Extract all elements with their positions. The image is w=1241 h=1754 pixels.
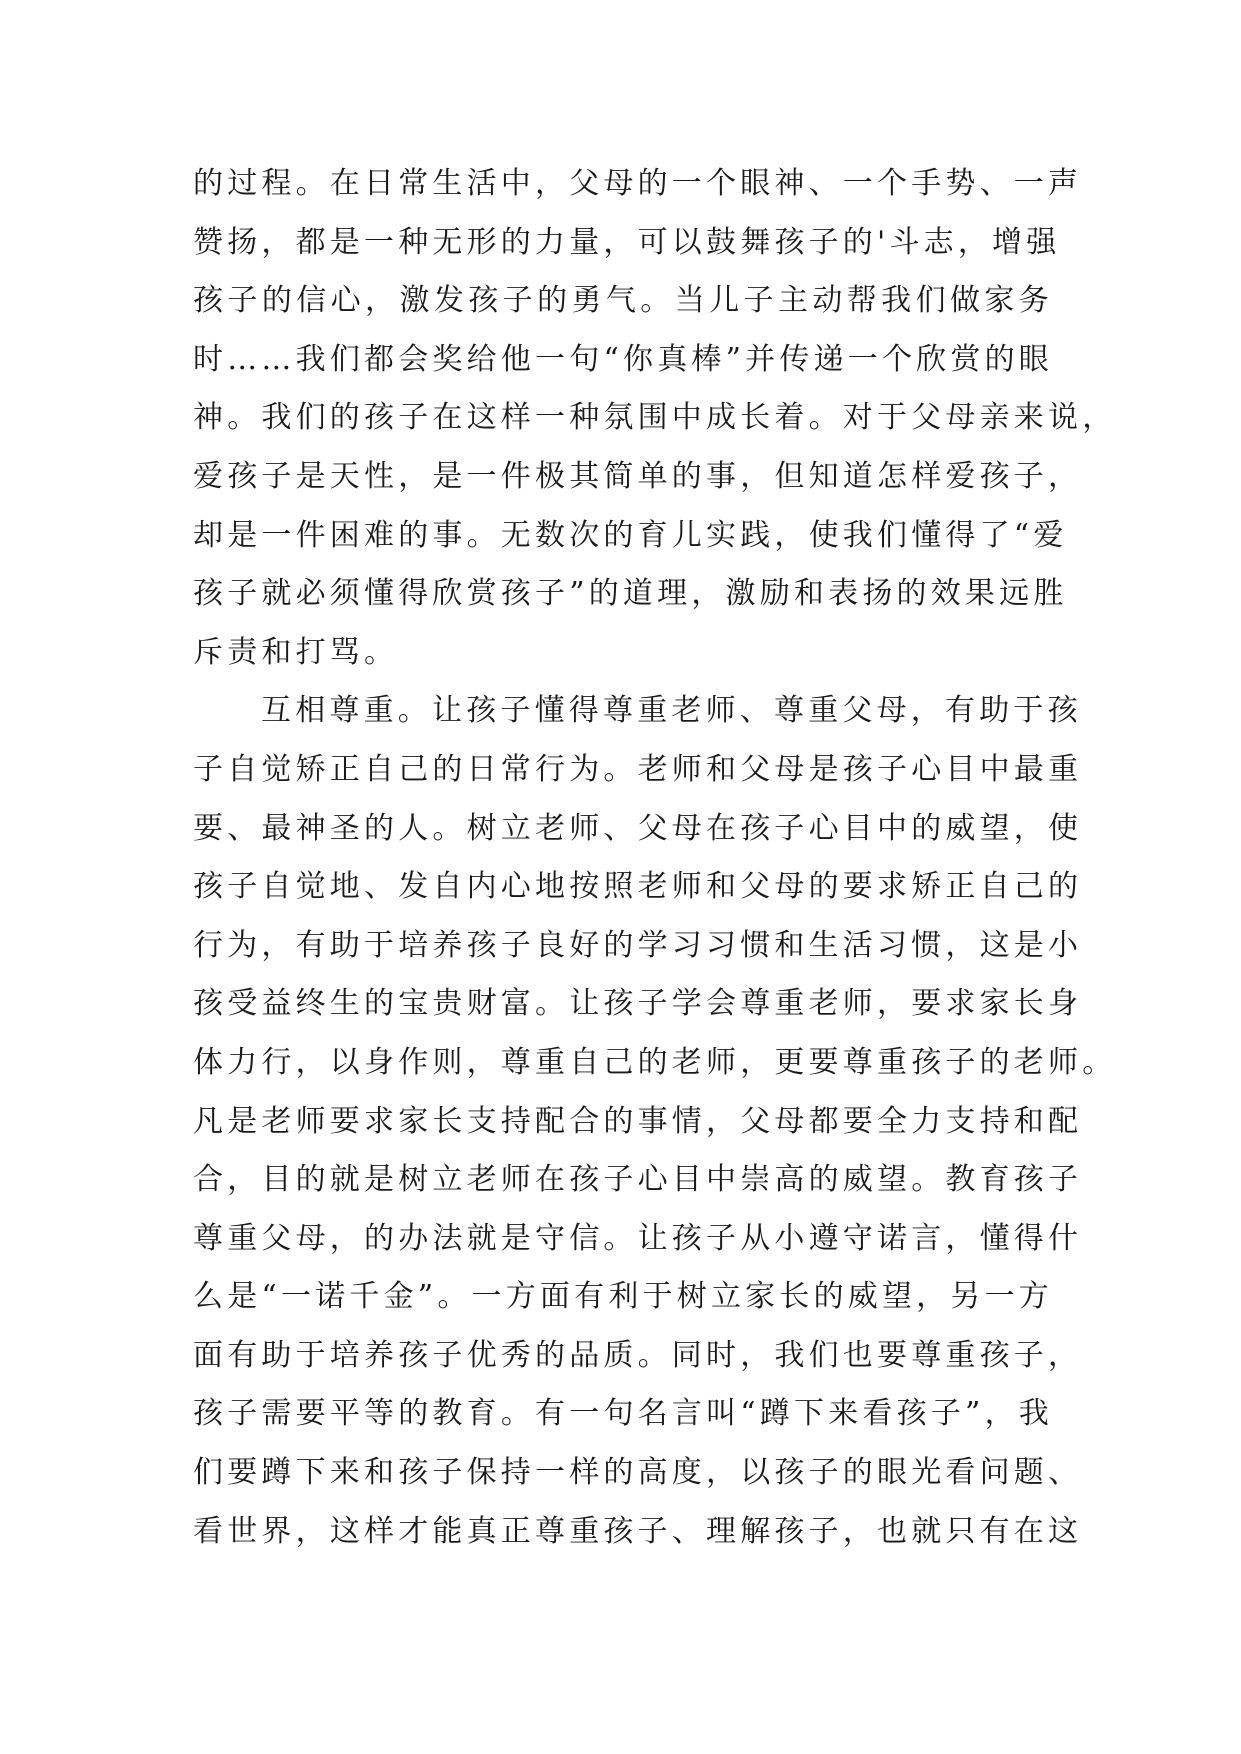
text-line: 面有助于培养孩子优秀的品质。同时，我们也要尊重孩子， bbox=[193, 1337, 1083, 1373]
text-line: 体力行，以身作则，尊重自己的老师，更要尊重孩子的老师。 bbox=[193, 1044, 1117, 1080]
paragraph-mutual-respect bbox=[193, 682, 1117, 1561]
text-line-first: 互相尊重。让孩子懂得尊重老师、尊重父母，有助于孩 bbox=[261, 693, 1082, 729]
text-line: 孩子的信心，激发孩子的勇气。当儿子主动帮我们做家务 bbox=[193, 283, 1053, 319]
text-line: 斥责和打骂。 bbox=[193, 634, 399, 670]
text-line: 们要蹲下来和孩子保持一样的高度，以孩子的眼光看问题、 bbox=[193, 1455, 1083, 1491]
text-line: 行为，有助于培养孩子良好的学习习惯和生活习惯，这是小 bbox=[193, 927, 1083, 963]
text-line: 凡是老师要求家长支持配合的事情，父母都要全力支持和配 bbox=[193, 1103, 1083, 1139]
text-line: 孩子需要平等的教育。有一句名言叫“蹲下来看孩子”，我 bbox=[193, 1396, 1053, 1432]
paragraph-appreciation bbox=[193, 155, 1117, 682]
text-line: 子自觉矫正自己的日常行为。老师和父母是孩子心目中最重 bbox=[193, 751, 1083, 787]
text-line: 孩子自觉地、发自内心地按照老师和父母的要求矫正自己的 bbox=[193, 869, 1083, 905]
text-line: 孩受益终生的宝贵财富。让孩子学会尊重老师，要求家长身 bbox=[193, 986, 1083, 1022]
text-line: 孩子就必须懂得欣赏孩子”的道理，激励和表扬的效果远胜 bbox=[193, 576, 1068, 612]
text-line: 的过程。在日常生活中，父母的一个眼神、一个手势、一声 bbox=[193, 166, 1083, 201]
text-line: 神。我们的孩子在这样一种氛围中成长着。对于父母亲来说， bbox=[193, 400, 1117, 436]
text-line: 么是“一诺千金”。一方面有利于树立家长的威望，另一方 bbox=[193, 1279, 1053, 1315]
text-line: 合，目的就是树立老师在孩子心目中崇高的威望。教育孩子 bbox=[193, 1162, 1083, 1198]
text-line: 要、最神圣的人。树立老师、父母在孩子心目中的威望，使 bbox=[193, 810, 1083, 846]
text-line: 却是一件困难的事。无数次的育儿实践，使我们懂得了“爱 bbox=[193, 517, 1068, 553]
text-line: 看世界，这样才能真正尊重孩子、理解孩子，也就只有在这 bbox=[193, 1513, 1083, 1549]
text-line: 赞扬，都是一种无形的力量，可以鼓舞孩子的'斗志，增强 bbox=[193, 224, 1061, 260]
body-text bbox=[193, 155, 1117, 1561]
text-line: 时……我们都会奖给他一句“你真棒”并传递一个欣赏的眼 bbox=[193, 341, 1053, 377]
text-line: 尊重父母，的办法就是守信。让孩子从小遵守诺言，懂得什 bbox=[193, 1220, 1083, 1256]
text-line: 爱孩子是天性，是一件极其简单的事，但知道怎样爱孩子， bbox=[193, 458, 1083, 494]
